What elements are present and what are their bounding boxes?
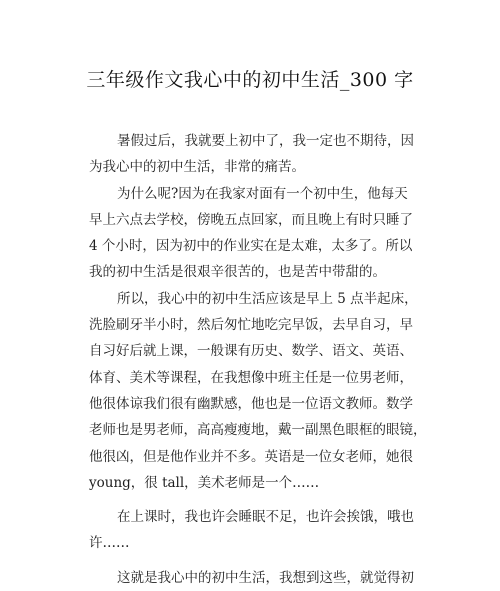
paragraph-line: 我的初中生活是很艰辛很苦的，也是苦中带甜的。 xyxy=(89,264,386,281)
document-title: 三年级作文我心中的初中生活_300 字 xyxy=(86,69,414,91)
paragraph-line: 他很凶，但是他作业并不多。英语是一位女老师，她很 xyxy=(89,448,413,465)
paragraph-line: 4 个小时，因为初中的作业实在是太难，太多了。所以 xyxy=(89,238,413,255)
paragraph-line: 自习好后就上课，一般课有历史、数学、语文、英语、 xyxy=(89,343,413,360)
paragraph-line: 老师也是男老师，高高瘦瘦地，戴一副黑色眼框的眼镜， xyxy=(89,422,427,439)
paragraph-line: 暑假过后，我就要上初中了，我一定也不期待，因 xyxy=(117,133,414,149)
paragraph-line: young，很 tall，美术老师是一个…… xyxy=(89,474,320,491)
paragraph-line: 为什么呢?因为在我家对面有一个初中生，他每天 xyxy=(117,185,408,202)
paragraph-line: 他很体谅我们很有幽默感，他也是一位语文教师。数学 xyxy=(89,395,413,412)
paragraph-line: 体育、美术等课程，在我想像中班主任是一位男老师， xyxy=(89,369,413,386)
paragraph-line: 所以，我心中的初中生活应该是早上 5 点半起床， xyxy=(117,290,418,307)
paragraph-line: 洗脸刷牙半小时，然后匆忙地吃完早饭，去早自习，早 xyxy=(89,317,413,334)
paragraph-line: 这就是我心中的初中生活，我想到这些，就觉得初 xyxy=(117,569,414,586)
paragraph-line: 许…… xyxy=(89,535,130,552)
paragraph-line: 为我心中的初中生活，非常的痛苦。 xyxy=(89,159,305,176)
paragraph-line: 早上六点去学校，傍晚五点回家，而且晚上有时只睡了 xyxy=(89,211,413,228)
document-body xyxy=(89,128,427,591)
paragraph-line: 在上课时，我也许会睡眠不足，也许会挨饿，哦也 xyxy=(117,509,414,526)
